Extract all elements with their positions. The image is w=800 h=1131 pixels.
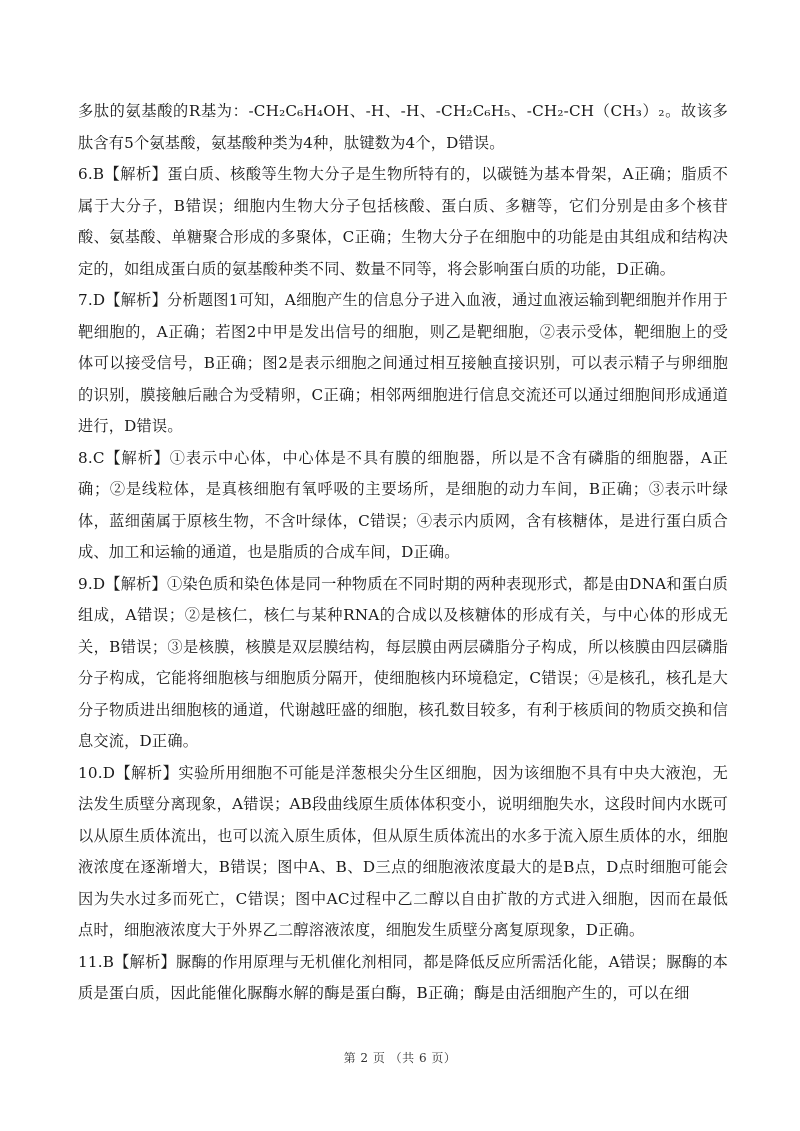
paragraph-answer-11: 11.B【解析】脲酶的作用原理与无机催化剂相同，都是降低反应所需活化能，A错误；脲酶的本质是蛋白质，因此能催化脲酶水解的酶是蛋白酶，B正确；酶是由活细胞产生的，可以在细 (78, 952, 728, 1002)
paragraph-answer-8: 8.C【解析】①表示中心体，中心体是不具有膜的细胞器，所以是不含有磷脂的细胞器，A正确；②是线粒体，是真核细胞有氧呼吸的主要场所，是细胞的动力车间，B正确；③表示叶绿体，蓝细菌属于原核生物，不含叶绿体，C错误；④表示内质网，含有核糖体，是进行蛋白质合成、加工和运输的通道，也是脂质的合成车间，D正确。 (78, 448, 728, 561)
paragraph-answer-9: 9.D【解析】①染色质和染色体是同一种物质在不同时期的两种表现形式，都是由DNA和蛋白质组成，A错误；②是核仁，核仁与某种RNA的合成以及核糖体的形成有关，与中心体的形成无关，B错误；③是核膜，核膜是双层膜结构，每层膜由两层磷脂分子构成，所以核膜由四层磷脂分子构成，它能将细胞核与细胞质分隔开，使细胞核内环境稳定，C错误；④是核孔，核孔是大分子物质进出细胞核的通道，代谢越旺盛的细胞，核孔数目较多，有利于核质间的物质交换和信息交流，D正确。 (78, 574, 728, 750)
page-body (78, 96, 728, 1010)
paragraph-polypeptide-continuation: 多肽的氨基酸的R基为：-CH₂C₆H₄OH、-H、-H、-CH₂C₆H₅、-CH₂-CH（CH₃）₂。故该多肽含有5个氨基酸，氨基酸种类为4种，肽键数为4个，D错误。 (78, 102, 728, 152)
paragraph-answer-6: 6.B【解析】蛋白质、核酸等生物大分子是生物所特有的，以碳链为基本骨架，A正确；脂质不属于大分子，B错误；细胞内生物大分子包括核酸、蛋白质、多糖等，它们分别是由多个核苷酸、氨基酸、单糖聚合形成的多聚体，C正确；生物大分子在细胞中的功能是由其组成和结构决定的，如组成蛋白质的氨基酸种类不同、数量不同等，将会影响蛋白质的功能，D正确。 (78, 165, 728, 278)
paragraph-answer-10: 10.D【解析】实验所用细胞不可能是洋葱根尖分生区细胞，因为该细胞不具有中央大液泡，无法发生质壁分离现象，A错误；AB段曲线原生质体体积变小，说明细胞失水，这段时间内水既可以从原生质体流出，也可以流入原生质体，但从原生质体流出的水多于流入原生质体的水，细胞液浓度在逐渐增大，B错误；图中A、B、D三点的细胞液浓度最大的是B点，D点时细胞可能会因为失水过多而死亡，C错误；图中AC过程中乙二醇以自由扩散的方式进入细胞，因而在最低点时，细胞液浓度大于外界乙二醇溶液浓度，细胞发生质壁分离复原现象，D正确。 (78, 763, 728, 939)
page-footer: 第 2 页 （共 6 页） (343, 1051, 457, 1065)
paragraph-answer-7: 7.D【解析】分析题图1可知，A细胞产生的信息分子进入血液，通过血液运输到靶细胞并作用于靶细胞的，A正确；若图2中甲是发出信号的细胞，则乙是靶细胞，②表示受体，靶细胞上的受体可以接受信号，B正确；图2是表示细胞之间通过相互接触直接识别，可以表示精子与卵细胞的识别，膜接触后融合为受精卵，C正确；相邻两细胞进行信息交流还可以通过细胞间形成通道进行，D错误。 (78, 291, 728, 435)
